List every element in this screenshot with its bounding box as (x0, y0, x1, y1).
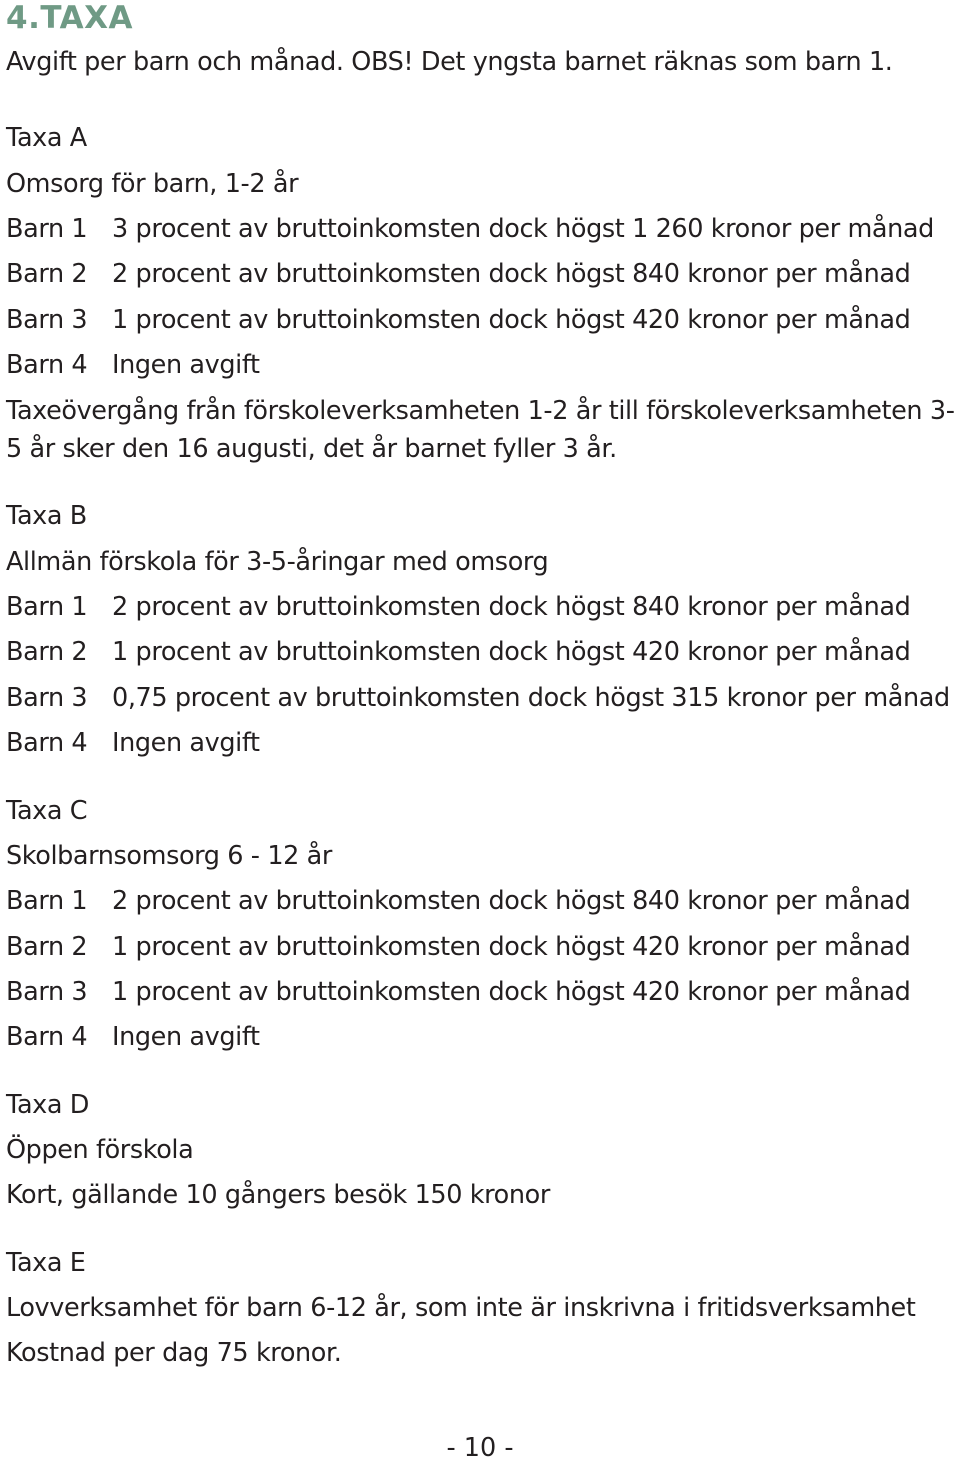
row-text: 1 procent av bruttoinkomsten dock högst 420 kronor per månad (112, 932, 911, 962)
row-text: 2 procent av bruttoinkomsten dock högst 840 kronor per månad (112, 259, 911, 289)
row-label: Barn 2 (6, 932, 88, 962)
row-label: Barn 1 (6, 592, 88, 622)
taxa-d-title: Taxa D (6, 1090, 90, 1120)
taxa-b-row (6, 682, 950, 714)
taxa-b-title: Taxa B (6, 501, 87, 531)
row-text: 3 procent av bruttoinkomsten dock högst 1 260 kronor per månad (112, 214, 934, 244)
page-number: - 10 - (446, 1433, 514, 1463)
taxa-d-line: Kort, gällande 10 gångers besök 150 kronor (6, 1180, 550, 1210)
taxa-a-row (6, 349, 260, 381)
taxa-b-row (6, 727, 260, 759)
taxa-a-row (6, 213, 934, 245)
taxa-a-note: Taxeövergång från förskoleverksamheten 1-2 år till förskoleverksamheten 3-5 år sker den 16 augusti, det år barnet fyller 3 år. (6, 396, 955, 464)
row-text: 1 procent av bruttoinkomsten dock högst 420 kronor per månad (112, 305, 911, 335)
row-label: Barn 2 (6, 637, 88, 667)
row-text: 2 procent av bruttoinkomsten dock högst 840 kronor per månad (112, 886, 911, 916)
row-text: Ingen avgift (112, 350, 260, 380)
row-text: 0,75 procent av bruttoinkomsten dock högst 315 kronor per månad (112, 683, 950, 713)
taxa-a-row (6, 304, 910, 336)
section-heading: 4.TAXA (6, 0, 133, 36)
row-text: Ingen avgift (112, 1022, 260, 1052)
taxa-a-row (6, 258, 910, 290)
row-text: 2 procent av bruttoinkomsten dock högst 840 kronor per månad (112, 592, 911, 622)
taxa-c-subtitle: Skolbarnsomsorg 6 - 12 år (6, 841, 332, 871)
row-label: Barn 2 (6, 259, 88, 289)
row-label: Barn 3 (6, 683, 88, 713)
taxa-a-subtitle: Omsorg för barn, 1-2 år (6, 169, 299, 199)
row-label: Barn 1 (6, 886, 88, 916)
row-label: Barn 3 (6, 305, 88, 335)
taxa-c-row (6, 976, 910, 1008)
row-label: Barn 3 (6, 977, 88, 1007)
taxa-c-row (6, 885, 910, 917)
taxa-c-row (6, 931, 910, 963)
row-label: Barn 4 (6, 350, 88, 380)
row-label: Barn 1 (6, 214, 88, 244)
row-label: Barn 4 (6, 1022, 88, 1052)
row-text: Ingen avgift (112, 728, 260, 758)
row-label: Barn 4 (6, 728, 88, 758)
taxa-a-title: Taxa A (6, 123, 87, 153)
taxa-e-title: Taxa E (6, 1248, 86, 1278)
taxa-c-title: Taxa C (6, 796, 88, 826)
intro-text: Avgift per barn och månad. OBS! Det yngsta barnet räknas som barn 1. (6, 47, 893, 77)
row-text: 1 procent av bruttoinkomsten dock högst 420 kronor per månad (112, 637, 911, 667)
taxa-b-subtitle: Allmän förskola för 3-5-åringar med omsorg (6, 547, 549, 577)
taxa-b-row (6, 591, 910, 623)
taxa-c-row (6, 1021, 260, 1053)
taxa-e-subtitle: Lovverksamhet för barn 6-12 år, som inte är inskrivna i fritidsverksamhet (6, 1293, 916, 1323)
taxa-b-row (6, 636, 910, 668)
row-text: 1 procent av bruttoinkomsten dock högst 420 kronor per månad (112, 977, 911, 1007)
taxa-d-subtitle: Öppen förskola (6, 1135, 194, 1165)
taxa-e-line: Kostnad per dag 75 kronor. (6, 1338, 342, 1368)
